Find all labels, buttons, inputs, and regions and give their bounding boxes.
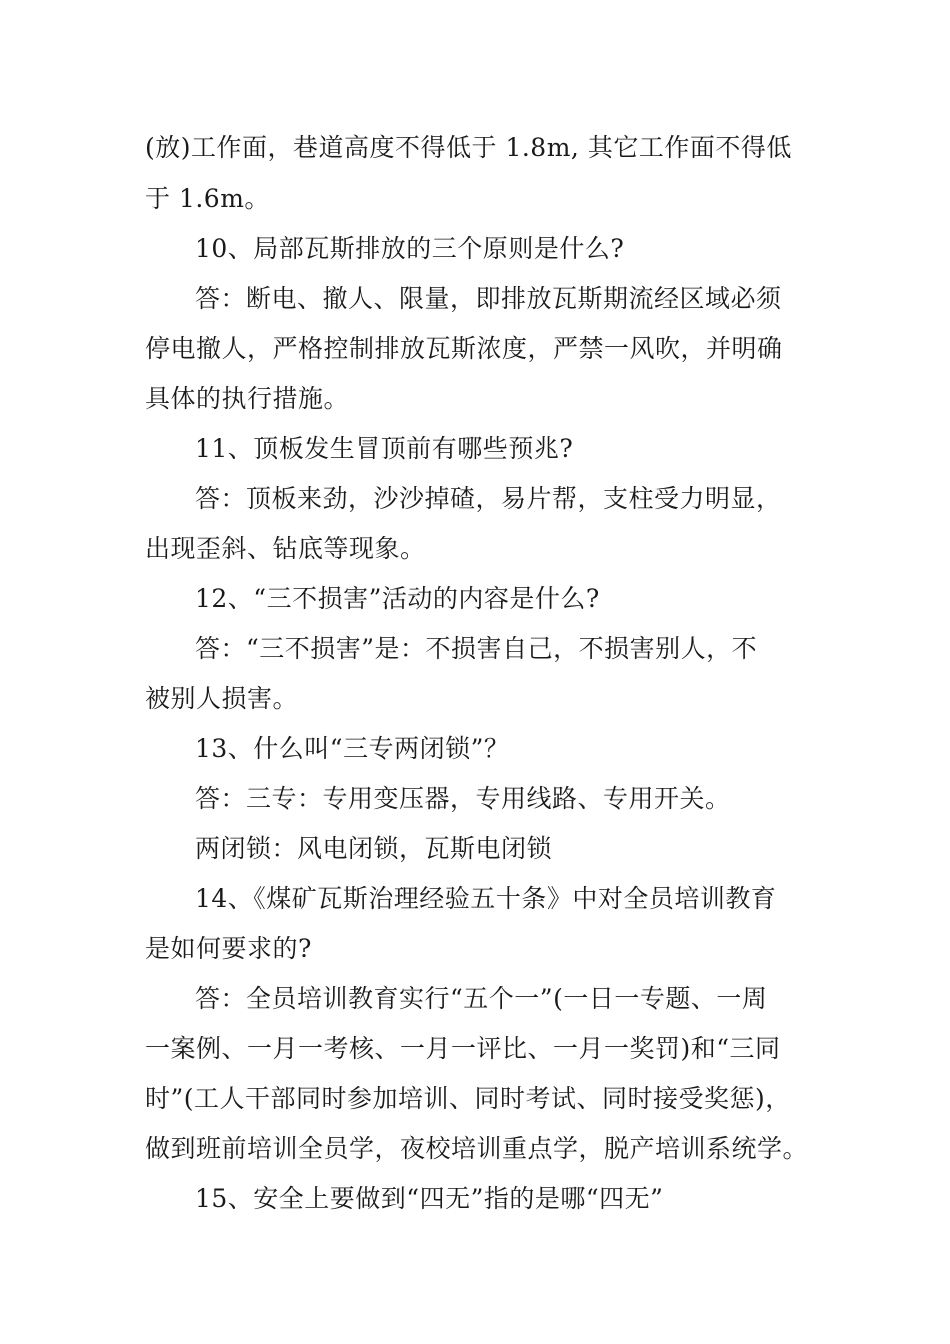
answer-13: 答：三专：专用变压器，专用线路、专用开关。: [195, 784, 731, 813]
answer-12: 答：“三不损害”是：不损害自己，不损害别人，不: [195, 634, 758, 663]
question-11: 11、顶板发生冒顶前有哪些预兆?: [195, 434, 574, 463]
text-line: (放)工作面，巷道高度不得低于 1.8m, 其它工作面不得低: [145, 133, 792, 162]
text-line: 具体的执行措施。: [145, 384, 350, 413]
text-line: 是如何要求的?: [145, 934, 312, 963]
question-10: 10、局部瓦斯排放的三个原则是什么?: [195, 234, 625, 263]
question-14: 14、《煤矿瓦斯治理经验五十条》中对全员培训教育: [195, 884, 777, 913]
question-13: 13、什么叫“三专两闭锁”？: [195, 734, 510, 763]
text-line: 出现歪斜、钻底等现象。: [145, 534, 426, 563]
answer-11: 答：顶板来劲，沙沙掉碴，易片帮，支柱受力明显，: [195, 484, 782, 513]
text-line: 两闭锁：风电闭锁，瓦斯电闭锁: [195, 834, 553, 863]
text-line: 做到班前培训全员学，夜校培训重点学，脱产培训系统学。: [145, 1134, 809, 1163]
text-line: 于 1.6m。: [145, 184, 270, 213]
answer-14: 答：全员培训教育实行“五个一”(一日一专题、一周: [195, 984, 768, 1013]
text-line: 停电撤人，严格控制排放瓦斯浓度，严禁一风吹，并明确: [145, 334, 783, 363]
text-line: 被别人损害。: [145, 684, 299, 713]
question-15: 15、安全上要做到“四无”指的是哪“四无”: [195, 1184, 664, 1213]
text-line: 时”(工人干部同时参加培训、同时考试、同时接受奖惩)，: [145, 1084, 791, 1113]
answer-10: 答：断电、撤人、限量，即排放瓦斯期流经区域必须: [195, 284, 782, 313]
question-12: 12、“三不损害”活动的内容是什么?: [195, 584, 600, 613]
text-line: 一案例、一月一考核、一月一评比、一月一奖罚)和“三同: [145, 1034, 781, 1063]
